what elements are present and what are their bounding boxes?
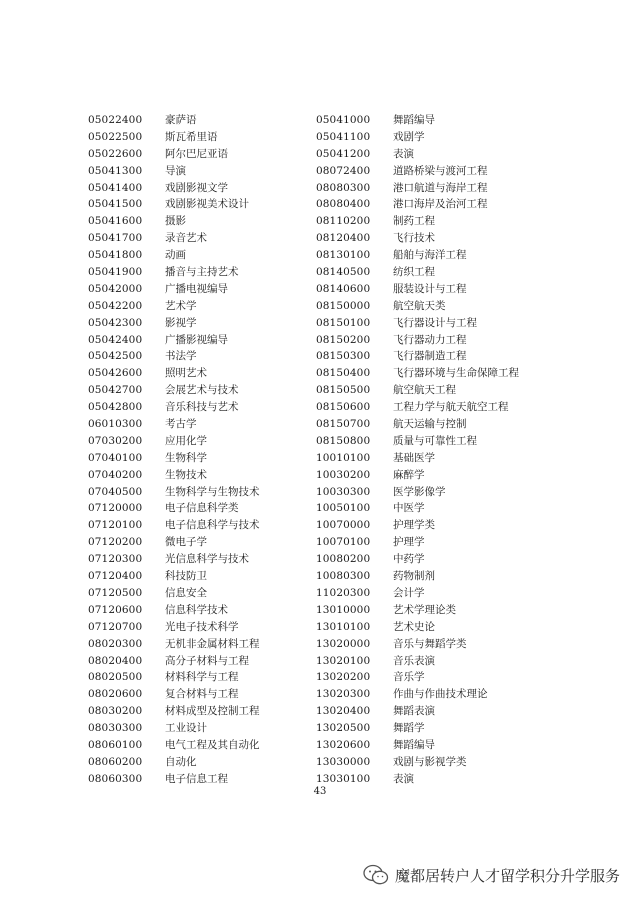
major-name: 音乐表演 [393,654,435,667]
major-name: 复合材料与工程 [165,688,239,701]
table-row [316,112,519,129]
major-name: 戏剧影视美术设计 [165,198,249,211]
major-code: 13020200 [316,671,371,684]
major-code: 08080300 [316,181,371,194]
major-name: 音乐学 [393,671,425,684]
major-name: 表演 [393,772,414,785]
major-code: 07040100 [88,451,143,464]
major-name: 会展艺术与技术 [165,384,239,397]
watermark-text: 魔都居转户人才留学积分升学服务 [394,866,620,885]
table-row [88,619,260,636]
table-row [316,264,519,281]
major-code: 08072400 [316,164,371,177]
major-name: 音乐科技与艺术 [165,401,239,414]
major-name: 药物制剂 [393,570,435,583]
major-code: 10080300 [316,570,371,583]
major-name: 影视学 [165,316,197,329]
major-name: 动画 [165,249,186,262]
table-row [316,315,519,332]
major-name: 航空航天工程 [393,384,456,397]
table-row [88,247,260,264]
major-name: 港口海岸及治河工程 [393,198,488,211]
table-row [316,433,519,450]
major-code: 10070000 [316,519,371,532]
major-name: 音乐与舞蹈学类 [393,637,467,650]
table-row [88,298,260,315]
major-code: 08150300 [316,350,371,363]
major-code: 13020100 [316,654,371,667]
major-name: 中医学 [393,502,425,515]
major-name: 考古学 [165,418,197,431]
major-code: 10080200 [316,553,371,566]
wechat-icon [363,864,389,886]
major-name: 航天运输与控制 [393,418,467,431]
major-code: 08020400 [88,654,143,667]
major-name: 微电子学 [165,536,207,549]
major-name: 质量与可靠性工程 [393,434,477,447]
table-row [88,264,260,281]
table-row [88,281,260,298]
major-code: 08150100 [316,316,371,329]
watermark [363,864,620,886]
major-name: 生物技术 [165,468,207,481]
major-name: 护理学 [393,536,425,549]
major-name: 豪萨语 [165,114,197,126]
table-row [316,365,519,382]
table-row [88,146,260,163]
major-code: 10030200 [316,468,371,481]
major-code: 08140600 [316,282,371,295]
major-code: 10050100 [316,502,371,515]
table-row [316,298,519,315]
major-name: 艺术史论 [393,620,435,633]
major-code: 11020300 [316,586,371,599]
major-code: 13020600 [316,738,371,751]
table-row [316,534,519,551]
table-row [88,416,260,433]
table-row [316,720,519,737]
right-column [316,112,519,788]
major-code: 08120400 [316,232,371,245]
major-code: 05042200 [88,299,143,312]
table-row [88,484,260,501]
table-row [316,416,519,433]
major-code: 05041200 [316,147,371,160]
major-code: 08150800 [316,434,371,447]
table-row [316,737,519,754]
major-name: 艺术学 [165,299,197,312]
major-code: 10010100 [316,451,371,464]
table-row [88,433,260,450]
major-code: 08150600 [316,401,371,414]
major-name: 飞行器动力工程 [393,333,467,346]
major-name: 电子信息科学类 [165,502,239,515]
major-name: 材料科学与工程 [165,671,239,684]
major-code: 13020400 [316,705,371,718]
table-row [88,180,260,197]
table-row [316,382,519,399]
major-code: 08020600 [88,688,143,701]
table-row [88,737,260,754]
major-name: 电气工程及其自动化 [165,738,260,751]
major-name: 导演 [165,164,186,177]
major-name: 舞蹈表演 [393,705,435,718]
major-name: 中药学 [393,553,425,566]
major-name: 艺术学理论类 [393,603,456,616]
major-name: 戏剧影视文学 [165,181,228,194]
major-code: 08080400 [316,198,371,211]
major-name: 信息科学技术 [165,603,228,616]
left-column [88,112,260,788]
table-row [88,382,260,399]
major-name: 舞蹈编导 [393,114,435,126]
major-code: 05041300 [88,164,143,177]
major-code: 13020300 [316,688,371,701]
major-name: 会计学 [393,586,425,599]
major-code: 05041500 [88,198,143,211]
major-code: 05042500 [88,350,143,363]
table-row [316,180,519,197]
major-name: 广播电视编导 [165,282,228,295]
major-code: 07120700 [88,620,143,633]
major-code: 08060200 [88,755,143,768]
table-row [316,551,519,568]
major-name: 作曲与作曲技术理论 [393,688,488,701]
table-row [88,348,260,365]
major-name: 工业设计 [165,722,207,735]
major-name: 医学影像学 [393,485,446,498]
table-row [316,213,519,230]
table-row [316,669,519,686]
table-row [316,450,519,467]
major-name: 纺织工程 [393,266,435,279]
major-code: 07120300 [88,553,143,566]
major-code: 08150000 [316,299,371,312]
table-row [88,230,260,247]
major-code: 05042700 [88,384,143,397]
major-code: 10070100 [316,536,371,549]
table-row [88,669,260,686]
major-code: 10030300 [316,485,371,498]
table-row [316,585,519,602]
major-name: 港口航道与海岸工程 [393,181,488,194]
major-name: 录音艺术 [165,232,207,245]
table-row [88,653,260,670]
major-code: 05041600 [88,215,143,228]
major-code: 05022600 [88,147,143,160]
major-code: 13010000 [316,603,371,616]
table-row [88,399,260,416]
major-name: 飞行器环境与生命保障工程 [393,367,519,380]
table-row [316,686,519,703]
major-name: 舞蹈编导 [393,738,435,751]
major-code: 07040500 [88,485,143,498]
major-name: 制药工程 [393,215,435,228]
major-code: 05041900 [88,266,143,279]
major-name: 电子信息工程 [165,772,228,785]
table-row [88,703,260,720]
major-name: 阿尔巴尼亚语 [165,147,228,160]
table-row [88,332,260,349]
major-name: 护理学类 [393,519,435,532]
table-row [316,703,519,720]
major-name: 飞行技术 [393,232,435,245]
table-row [88,196,260,213]
major-name: 舞蹈学 [393,722,425,735]
table-row [316,467,519,484]
major-code: 05041100 [316,130,371,143]
major-name: 光信息科学与技术 [165,553,249,566]
major-name: 飞行器制造工程 [393,350,467,363]
major-name: 材料成型及控制工程 [165,705,260,718]
major-name: 麻醉学 [393,468,425,481]
table-row [316,619,519,636]
table-row [88,129,260,146]
major-name: 斯瓦希里语 [165,130,218,143]
table-row [316,653,519,670]
table-row [316,754,519,771]
major-code: 08140500 [316,266,371,279]
table-row [316,146,519,163]
major-code: 13030000 [316,755,371,768]
table-row [88,568,260,585]
major-name: 工程力学与航天航空工程 [393,401,509,414]
table-row [316,517,519,534]
table-row [88,112,260,129]
major-name: 道路桥梁与渡河工程 [393,164,488,177]
table-row [88,467,260,484]
table-row [88,500,260,517]
major-code: 07030200 [88,434,143,447]
major-code: 08130100 [316,249,371,262]
major-code: 08060300 [88,772,143,785]
table-row [88,585,260,602]
table-row [88,720,260,737]
major-code: 05041800 [88,249,143,262]
major-code: 06010300 [88,418,143,431]
table-row [316,500,519,517]
major-name: 表演 [393,147,414,160]
major-name: 摄影 [165,215,186,228]
table-row [316,636,519,653]
major-code: 07120100 [88,519,143,532]
table-row [88,686,260,703]
major-name: 航空航天类 [393,299,446,312]
table-row [316,568,519,585]
major-name: 戏剧与影视学类 [393,755,467,768]
major-name: 服装设计与工程 [393,282,467,295]
major-code: 08150200 [316,333,371,346]
major-name: 无机非金属材料工程 [165,637,260,650]
major-code: 05042600 [88,367,143,380]
major-name: 信息安全 [165,586,207,599]
major-code: 08150700 [316,418,371,431]
major-code: 05041000 [316,114,371,126]
major-name: 高分子材料与工程 [165,654,249,667]
table-row [316,230,519,247]
table-row [88,636,260,653]
major-code: 13020500 [316,722,371,735]
major-code: 05042800 [88,401,143,414]
major-name: 生物科学与生物技术 [165,485,260,498]
major-code: 07120500 [88,586,143,599]
table-row [316,129,519,146]
major-code: 07120200 [88,536,143,549]
table-row [88,534,260,551]
major-code: 05041400 [88,181,143,194]
table-row [88,365,260,382]
table-row [88,602,260,619]
major-name: 科技防卫 [165,570,207,583]
major-name: 生物科学 [165,451,207,464]
table-row [316,332,519,349]
major-code: 13010100 [316,620,371,633]
major-code: 05042300 [88,316,143,329]
major-code: 07040200 [88,468,143,481]
table-row [316,399,519,416]
major-code: 08030200 [88,705,143,718]
major-name: 广播影视编导 [165,333,228,346]
table-row [88,517,260,534]
major-code: 08150400 [316,367,371,380]
major-code: 08060100 [88,738,143,751]
major-code: 08020500 [88,671,143,684]
major-code: 05022500 [88,130,143,143]
table-row [88,315,260,332]
major-name: 光电子技术科学 [165,620,239,633]
table-row [316,281,519,298]
major-code: 13020000 [316,637,371,650]
major-name: 飞行器设计与工程 [393,316,477,329]
table-row [316,247,519,264]
table-row [88,450,260,467]
major-name: 应用化学 [165,434,207,447]
major-code: 05041700 [88,232,143,245]
major-name: 船舶与海洋工程 [393,249,467,262]
table-row [316,196,519,213]
major-code: 07120000 [88,502,143,515]
table-row [316,484,519,501]
table-row [88,754,260,771]
major-code: 08030300 [88,722,143,735]
major-name: 基础医学 [393,451,435,464]
major-code: 07120400 [88,570,143,583]
major-name: 自动化 [165,755,197,768]
major-code: 13030100 [316,772,371,785]
major-code: 07120600 [88,603,143,616]
major-code: 05042000 [88,282,143,295]
major-code: 08110200 [316,215,371,228]
major-name: 书法学 [165,350,197,363]
table-row [88,551,260,568]
major-code: 08020300 [88,637,143,650]
major-code: 05042400 [88,333,143,346]
major-name: 播音与主持艺术 [165,266,239,279]
major-code: 08150500 [316,384,371,397]
major-name: 照明艺术 [165,367,207,380]
major-name: 电子信息科学与技术 [165,519,260,532]
table-row [88,213,260,230]
table-row [316,163,519,180]
major-code: 05022400 [88,114,143,126]
table-row [316,348,519,365]
major-name: 戏剧学 [393,130,425,143]
table-row [316,602,519,619]
table-row [88,163,260,180]
page-number: 43 [313,786,327,797]
